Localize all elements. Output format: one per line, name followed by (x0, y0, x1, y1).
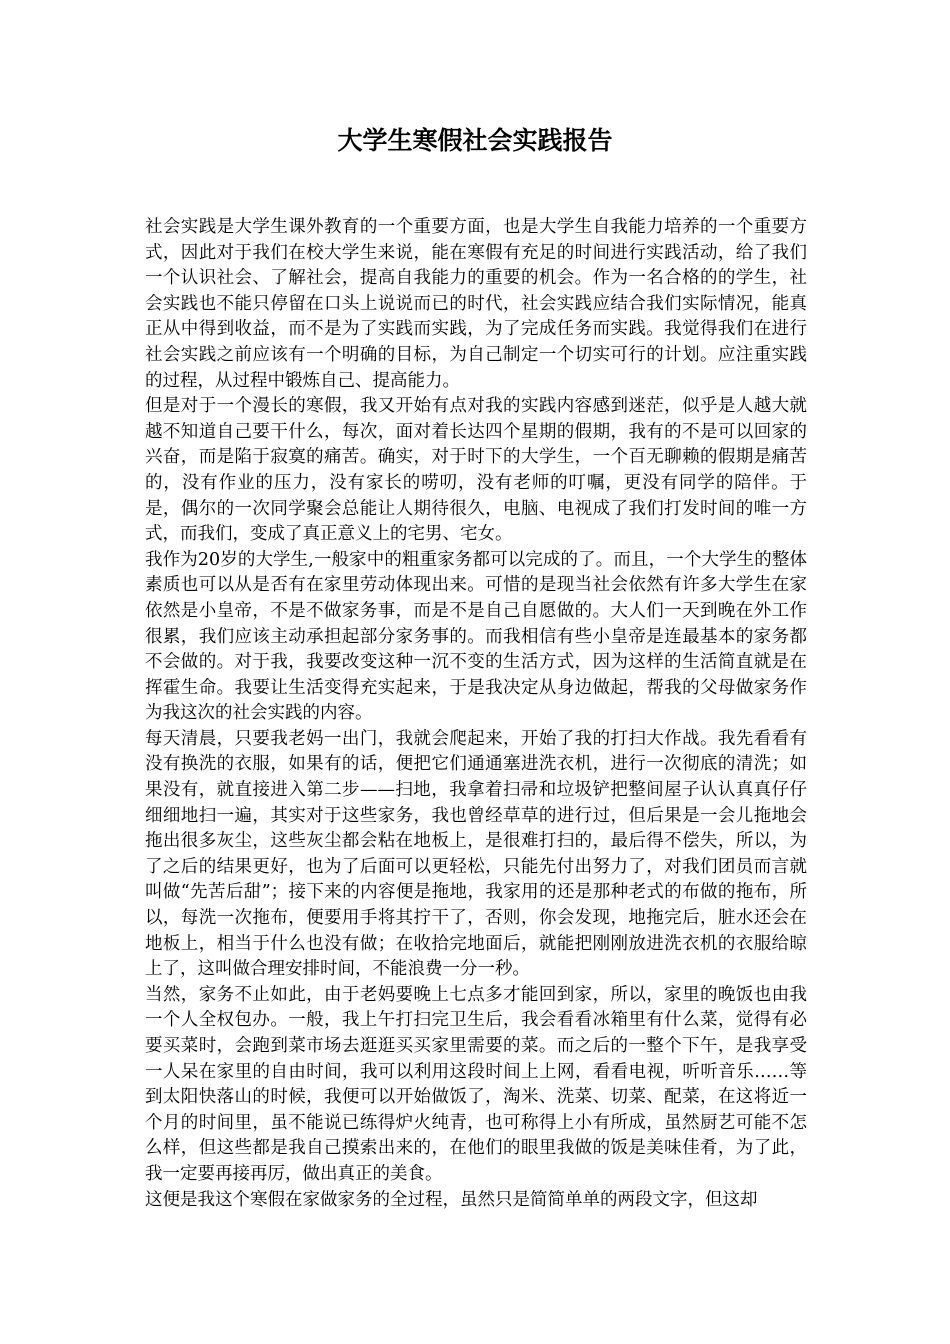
paragraph-4: 每天清晨，只要我老妈一出门，我就会爬起来，开始了我的打扫大作战。我先看看有没有换洗的衣服，如果有的话，便把它们通通塞进洗衣机，进行一次彻底的清洗；如果没有，就直接进入第二步——扫地，我拿着扫帚和垃圾铲把整间屋子认认真真仔仔细细地扫一遍，其实对于这些家务，我也曾经草草的进行过，但后果是一会儿拖地会拖出很多灰尘，这些灰尘都会粘在地板上，是很难打扫的，最后得不偿失，所以，为了之后的结果更好，也为了后面可以更轻松，只能先付出努力了，对我们团员而言就叫做“先苦后甜”；接下来的内容便是拖地，我家用的还是那种老式的布做的拖布，所以，每洗一次拖布，便要用手将其拧干了，否则，你会发现，地拖完后，脏水还会在地板上，相当于什么也没有做；在收拾完地面后，就能把刚刚放进洗衣机的衣服给晾上了，这叫做合理安排时间，不能浪费一分一秒。 (145, 728, 807, 980)
paragraph-3: 我作为20岁的大学生,一般家中的粗重家务都可以完成的了。而且，一个大学生的整体素质也可以从是否有在家里劳动体现出来。可惜的是现当社会依然有许多大学生在家依然是小皇帝，不是不做家务事，而是不是自己自愿做的。大人们一天到晚在外工作很累，我们应该主动承担起部分家务事的。而我相信有些小皇帝是连最基本的家务都不会做的。对于我，我要改变这种一沉不变的生活方式，因为这样的生活简直就是在挥霍生命。我要让生活变得充实起来，于是我决定从身边做起，帮我的父母做家务作为我这次的社会实践的内容。 (145, 549, 807, 724)
paragraph-2: 但是对于一个漫长的寒假，我又开始有点对我的实践内容感到迷茫，似乎是人越大就越不知道自己要干什么，每次，面对着长达四个星期的假期，我有的不是可以回家的兴奋，而是陷于寂寞的痛苦。确实，对于时下的大学生，一个百无聊赖的假期是痛苦的，没有作业的压力，没有家长的唠叨，没有老师的叮嘱，更没有同学的陪伴。于是，偶尔的一次同学聚会总能让人期待很久，电脑、电视成了我们打发时间的唯一方式，而我们，变成了真正意义上的宅男、宅女。 (145, 396, 807, 545)
paragraph-1: 社会实践是大学生课外教育的一个重要方面，也是大学生自我能力培养的一个重要方式，因此对于我们在校大学生来说，能在寒假有充足的时间进行实践活动，给了我们一个认识社会、了解社会，提高自我能力的重要的机会。作为一名合格的的学生，社会实践也不能只停留在口头上说说而已的时代，社会实践应结合我们实际情况，能真正从中得到收益，而不是为了实践而实践，为了完成任务而实践。我觉得我们在进行社会实践之前应该有一个明确的目标，为自己制定一个切实可行的计划。应注重实践的过程，从过程中锻炼自己、提高能力。 (145, 217, 807, 391)
paragraph-6: 这便是我这个寒假在家做家务的全过程，虽然只是简简单单的两段文字，但这却 (145, 1189, 758, 1210)
document-body (145, 215, 807, 1213)
document-title: 大学生寒假社会实践报告 (337, 126, 613, 155)
paragraph-5: 当然，家务不止如此，由于老妈要晚上七点多才能回到家，所以，家里的晚饭也由我一个人全权包办。一般，我上午打扫完卫生后，我会看看冰箱里有什么菜，觉得有必要买菜时，会跑到菜市场去逛逛买买家里需要的菜。而之后的一整个下午，是我享受一人呆在家里的自由时间，我可以利用这段时间上上网，看看电视，听听音乐……等到太阳快落山的时候，我便可以开始做饭了，淘米、洗菜、切菜、配菜，在这将近一个月的时间里，虽不能说已练得炉火纯青，也可称得上小有所成，虽然厨艺可能不怎么样，但这些都是我自己摸索出来的，在他们的眼里我做的饭是美味佳肴，为了此，我一定要再接再厉，做出真正的美食。 (145, 984, 807, 1184)
